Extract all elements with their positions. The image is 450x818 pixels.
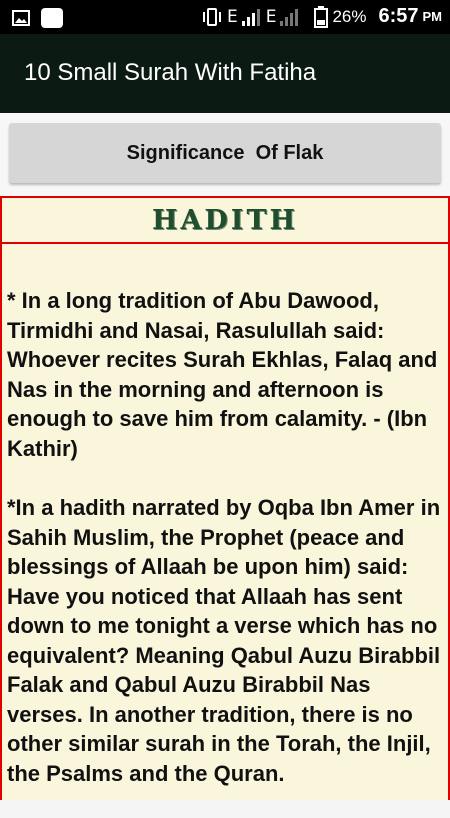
hadith-content[interactable] — [0, 196, 450, 800]
vibrate-icon — [201, 8, 223, 26]
hadith-body — [7, 286, 447, 818]
hadith-title: HADITH — [151, 204, 299, 236]
app-notification-icon — [40, 7, 64, 29]
battery-icon — [314, 6, 328, 28]
status-indicators — [201, 5, 442, 28]
app-bar — [0, 34, 450, 113]
significance-button[interactable]: Significance Of Flak — [9, 123, 441, 183]
clock-ampm: PM — [422, 9, 442, 24]
hadith-paragraph-2: *In a hadith narrated by Oqba Ibn Amer in Sahih Muslim, the Prophet (peace and blessings of Allaah be upon him) said: Have you noticed that Allaah has sent down to me tonight a verse which has no equivalent? Meaning Qabul Auzu Birabbil Falak and Qabul Auzu Birabbil Nas verses. In another tradition, there is no other similar surah in the Torah, the Injil, the Psalms and the Quran. — [7, 495, 441, 786]
hadith-header — [2, 196, 448, 244]
clock-time: 6:57 — [378, 5, 419, 27]
status-bar — [0, 0, 450, 34]
button-area — [0, 113, 450, 196]
battery-percent: 26% — [332, 6, 367, 26]
status-notifications — [12, 7, 64, 29]
hadith-paragraph-1: * In a long tradition of Abu Dawood, Tirmidhi and Nasai, Rasulullah said: Whoever recites Surah Ekhlas, Falaq and Nas in the morning and afternoon is enough to save him from calamity. - (Ibn Kathir) — [7, 288, 438, 461]
signal-strength-icon-1 — [242, 8, 262, 26]
image-notification-icon — [12, 10, 30, 26]
network-type-2: E — [265, 6, 277, 27]
network-type-1: E — [226, 6, 238, 27]
app-title: 10 Small Surah With Fatiha — [24, 59, 317, 86]
signal-strength-icon-2 — [280, 8, 300, 26]
